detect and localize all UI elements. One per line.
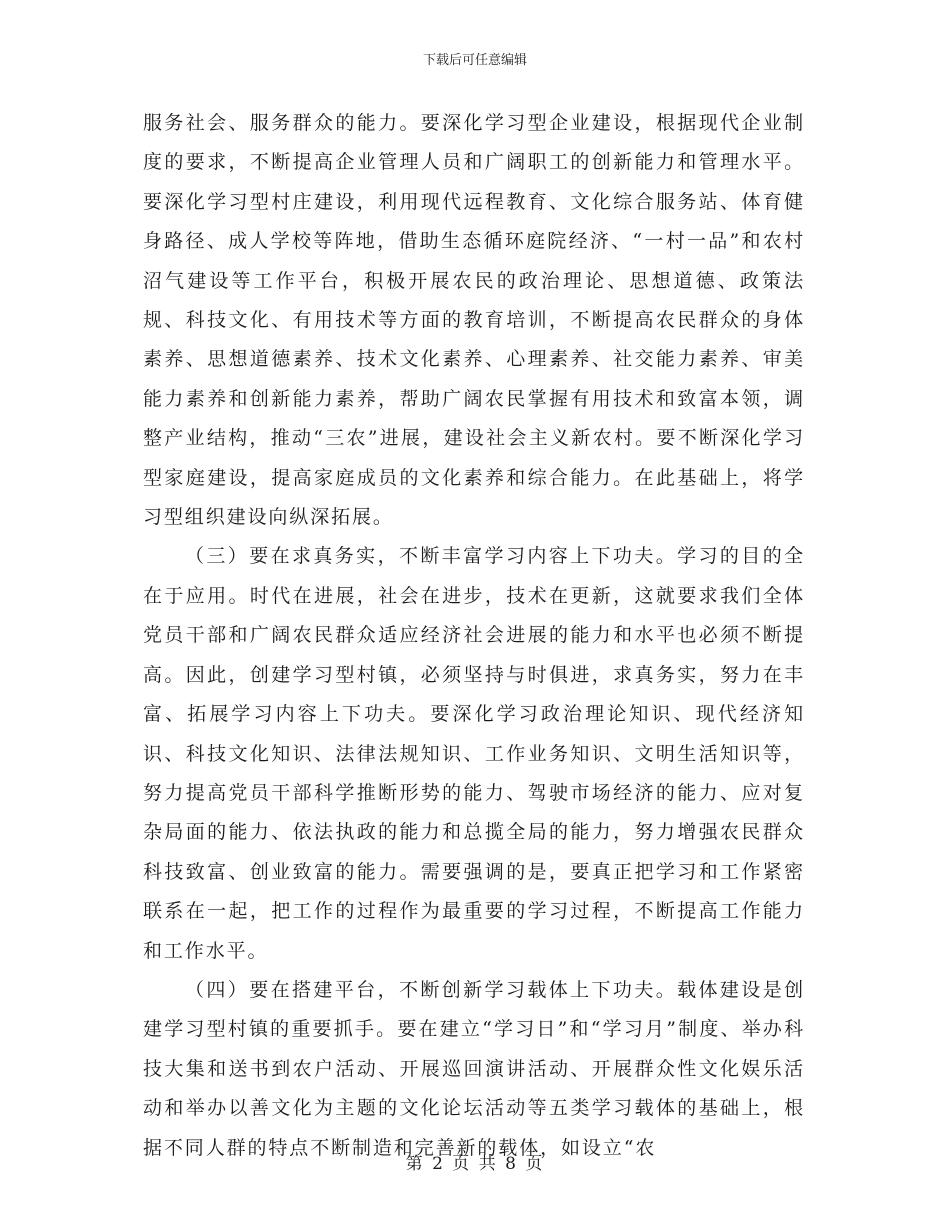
- page-header-note: 下载后可任意编辑: [422, 53, 527, 68]
- body-paragraph-1: 服务社会、服务群众的能力。要深化学习型企业建设，根据现代企业制度的要求，不断提高企业管理人员和广阔职工的创新能力和管理水平。要深化学习型村庄建设，利用现代远程教育、文化综合服务站、体育健身路径、成人学校等阵地，借助生态循环庭院经济、“一村一品”和农村沼气建设等工作平台，积极开展农民的政治理论、思想道德、政策法规、科技文化、有用技术等方面的教育培训，不断提高农民群众的身体素养、思想道德素养、技术文化素养、心理素养、社交能力素养、审美能力素养和创新能力素养，帮助广阔农民掌握有用技术和致富本领，调整产业结构，推动“三农”进展，建设社会主义新农村。要不断深化学习型家庭建设，提高家庭成员的文化素养和综合能力。在此基础上，将学习型组织建设向纵深拓展。: [143, 112, 805, 529]
- document-body: [143, 104, 805, 1168]
- page-number: 第 2 页 共 8 页: [405, 1154, 545, 1174]
- body-paragraph-3: （四）要在搭建平台，不断创新学习载体上下功夫。载体建设是创建学习型村镇的重要抓手。要在建立“学习日”和“学习月”制度、举办科技大集和送书到农户活动、开展巡回演讲活动、开展群众性文化娱乐活动和举办以善文化为主题的文化论坛活动等五类学习载体的基础上，根据不同人群的特点不断制造和完善新的载体，如设立“农: [143, 978, 805, 1159]
- body-paragraph-2: （三）要在求真务实，不断丰富学习内容上下功夫。学习的目的全在于应用。时代在进展，社会在进步，技术在更新，这就要求我们全体党员干部和广阔农民群众适应经济社会进展的能力和水平也必须不断提高。因此，创建学习型村镇，必须坚持与时俱进，求真务实，努力在丰富、拓展学习内容上下功夫。要深化学习政治理论知识、现代经济知识、科技文化知识、法律法规知识、工作业务知识、文明生活知识等，努力提高党员干部科学推断形势的能力、驾驶市场经济的能力、应对复杂局面的能力、依法执政的能力和总揽全局的能力，努力增强农民群众科技致富、创业致富的能力。需要强调的是，要真正把学习和工作紧密联系在一起，把工作的过程作为最重要的学习过程，不断提高工作能力和工作水平。: [143, 545, 805, 962]
